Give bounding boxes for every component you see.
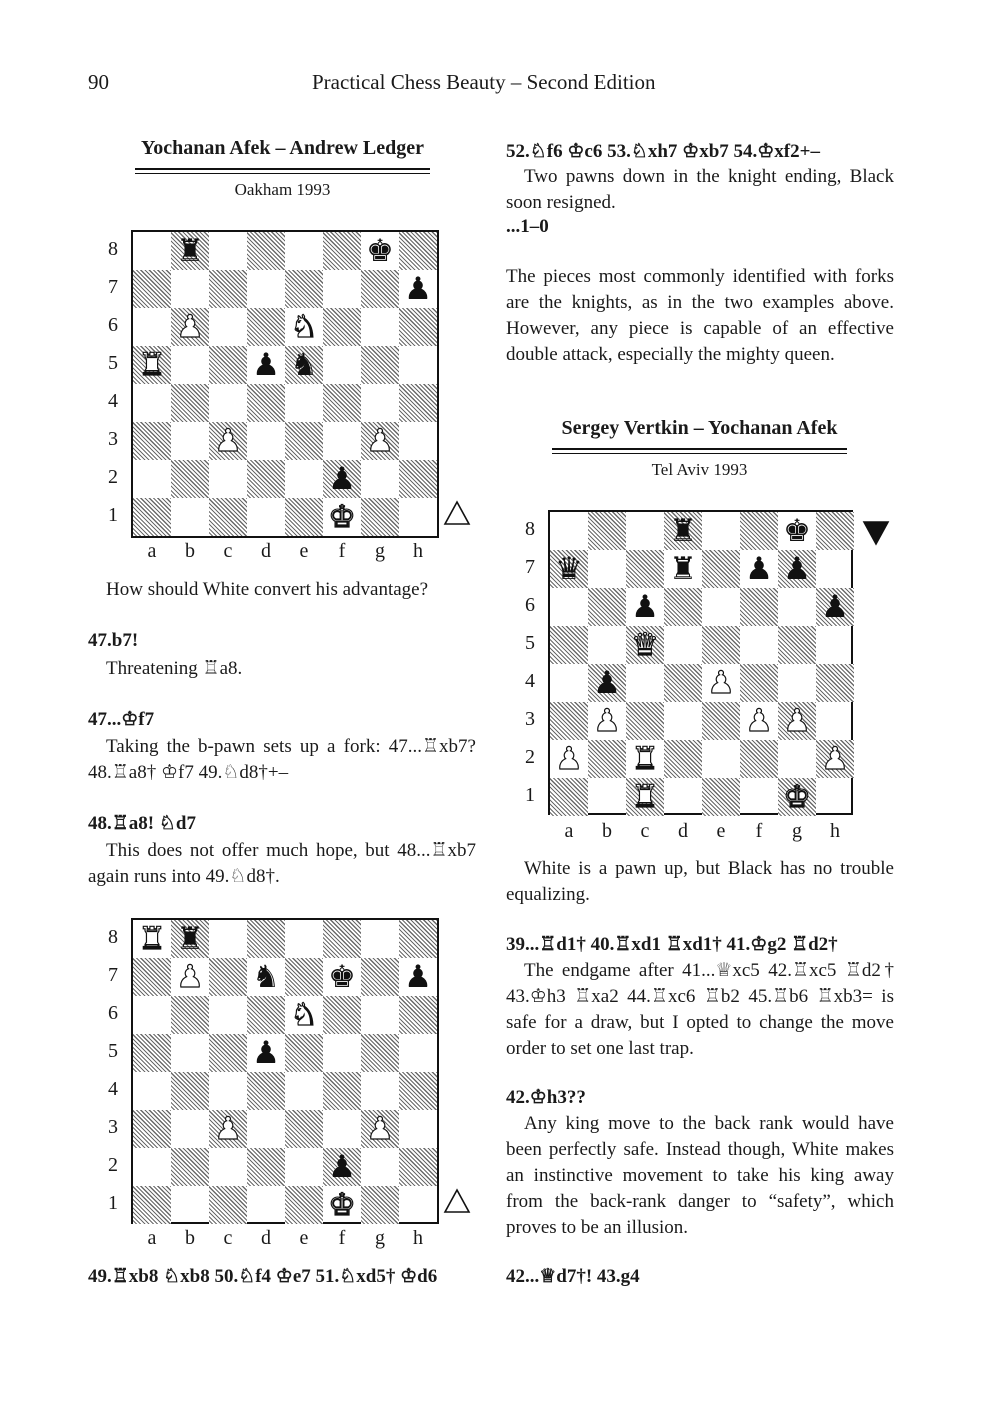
white-pawn-icon: ♟ — [821, 741, 849, 777]
square-f3 — [323, 1110, 361, 1148]
square-h5 — [399, 346, 437, 384]
square-g5 — [778, 626, 816, 664]
square-e1 — [702, 778, 740, 816]
rank-label: 2 — [108, 466, 118, 488]
square-h3 — [399, 1110, 437, 1148]
white-rook-icon: ♜ — [138, 347, 166, 383]
game-title-2: Sergey Vertkin – Yochanan Afek — [561, 417, 838, 439]
square-a5 — [133, 1034, 171, 1072]
square-h6 — [399, 308, 437, 346]
square-b2 — [171, 460, 209, 498]
file-label: c — [223, 1227, 233, 1249]
square-f8 — [323, 232, 361, 270]
white-pawn-icon: ♟ — [593, 703, 621, 739]
game-result: ...1–0 — [506, 216, 549, 237]
forks-paragraph: The pieces most commonly identified with forks are the knights, as in the two examples above. However, any piece is capable of an effective double attack, especially the mighty queen. — [506, 266, 894, 365]
square-f4 — [323, 1072, 361, 1110]
square-g1 — [361, 498, 399, 536]
move-42-note: Any king move to the back rank would have been perfectly safe. Instead though, White makes an instinctive movement to take his king away from the back-rank danger to “safety”, which proves to be an illusion. — [506, 1113, 894, 1238]
file-label: e — [299, 540, 309, 562]
rank-label: 4 — [525, 670, 535, 692]
square-c3 — [626, 702, 664, 740]
square-d4 — [247, 384, 285, 422]
square-b5 — [171, 1034, 209, 1072]
rank-label: 2 — [525, 746, 535, 768]
square-g7 — [361, 270, 399, 308]
move-39-note: The endgame after 41...♕xc5 42.♖xc5 ♖d2† 43.♔h3 ♖xa2 44.♖xc6 ♖b2 45.♖b6 ♖xb3= is safe for a draw, but I opted to change the move order to set one last trap. — [506, 960, 894, 1059]
square-c4 — [209, 384, 247, 422]
square-g2 — [361, 460, 399, 498]
rank-label: 7 — [525, 556, 535, 578]
square-f2 — [740, 740, 778, 778]
square-b4 — [171, 1072, 209, 1110]
square-a6 — [550, 588, 588, 626]
square-c4 — [209, 1072, 247, 1110]
white-to-move-indicator — [443, 500, 471, 530]
square-b8 — [588, 512, 626, 550]
square-a3 — [133, 422, 171, 460]
white-king-icon: ♚ — [328, 1187, 356, 1223]
file-label: b — [185, 540, 195, 562]
square-d3 — [247, 1110, 285, 1148]
file-label: c — [223, 540, 233, 562]
square-g5 — [361, 1034, 399, 1072]
square-g4 — [778, 664, 816, 702]
square-h3 — [399, 422, 437, 460]
title-rule-1 — [135, 168, 430, 174]
file-label: b — [602, 820, 612, 842]
rank-label: 4 — [108, 1078, 118, 1100]
game-title-1: Yochanan Afek – Andrew Ledger — [141, 137, 424, 159]
diagram-caption-1: How should White convert his advantage? — [106, 579, 429, 600]
white-pawn-icon: ♟ — [176, 959, 204, 995]
move-47-note: Threatening ♖a8. — [106, 658, 243, 679]
square-d8 — [247, 232, 285, 270]
black-pawn-icon: ♟ — [404, 271, 432, 307]
square-e7 — [702, 550, 740, 588]
white-pawn-icon: ♟ — [783, 703, 811, 739]
square-f7 — [323, 270, 361, 308]
square-b7 — [171, 270, 209, 308]
move-39: 39...♖d1† 40.♖xd1 ♖xd1† 41.♔g2 ♖d2† — [506, 934, 838, 955]
square-a3 — [133, 1110, 171, 1148]
rank-label: 1 — [108, 1192, 118, 1214]
square-b2 — [171, 1148, 209, 1186]
white-king-icon: ♚ — [783, 779, 811, 815]
move-42: 42.♔h3?? — [506, 1087, 586, 1108]
square-b6 — [171, 996, 209, 1034]
file-label: d — [261, 1227, 271, 1249]
square-a3 — [550, 702, 588, 740]
square-c5 — [209, 346, 247, 384]
move-47: 47.b7! — [88, 630, 139, 651]
rank-label: 6 — [525, 594, 535, 616]
move-42-black: 42...♕d7†! 43.g4 — [506, 1266, 640, 1287]
square-c7 — [626, 550, 664, 588]
square-h5 — [399, 1034, 437, 1072]
game-event-1: Oakham 1993 — [234, 180, 331, 199]
file-label: b — [185, 1227, 195, 1249]
square-h1 — [399, 1186, 437, 1224]
square-e1 — [285, 1186, 323, 1224]
square-c8 — [209, 920, 247, 958]
square-g2 — [778, 740, 816, 778]
square-e7 — [285, 958, 323, 996]
square-h1 — [399, 498, 437, 536]
black-to-move-indicator — [862, 520, 890, 550]
square-a2 — [133, 460, 171, 498]
square-g5 — [361, 346, 399, 384]
white-pawn-icon: ♟ — [745, 703, 773, 739]
square-g4 — [361, 1072, 399, 1110]
white-to-move-indicator — [443, 1188, 471, 1218]
black-pawn-icon: ♟ — [404, 959, 432, 995]
file-label: g — [375, 540, 385, 562]
square-e2 — [285, 1148, 323, 1186]
square-b3 — [171, 422, 209, 460]
square-h4 — [399, 1072, 437, 1110]
square-a5 — [550, 626, 588, 664]
black-pawn-icon: ♟ — [328, 1149, 356, 1185]
square-e5 — [702, 626, 740, 664]
file-label: h — [413, 540, 423, 562]
square-a8 — [550, 512, 588, 550]
square-d6 — [247, 996, 285, 1034]
square-f5 — [323, 1034, 361, 1072]
square-g6 — [361, 996, 399, 1034]
square-b5 — [171, 346, 209, 384]
square-c8 — [209, 232, 247, 270]
black-pawn-icon: ♟ — [745, 551, 773, 587]
square-e2 — [702, 740, 740, 778]
square-c6 — [209, 996, 247, 1034]
square-h8 — [399, 920, 437, 958]
white-king-icon: ♚ — [328, 499, 356, 535]
square-d7 — [247, 270, 285, 308]
file-label: d — [678, 820, 688, 842]
rank-label: 4 — [108, 390, 118, 412]
square-f4 — [740, 664, 778, 702]
file-label: g — [375, 1227, 385, 1249]
rank-label: 7 — [108, 276, 118, 298]
black-king-icon: ♚ — [328, 959, 356, 995]
square-e1 — [285, 498, 323, 536]
title-rule-2 — [552, 448, 847, 454]
square-h4 — [816, 664, 854, 702]
file-label: h — [413, 1227, 423, 1249]
square-b6 — [588, 588, 626, 626]
square-f5 — [323, 346, 361, 384]
square-c2 — [209, 460, 247, 498]
rank-label: 1 — [108, 504, 118, 526]
white-pawn-icon: ♟ — [366, 1111, 394, 1147]
rank-label: 3 — [108, 428, 118, 450]
square-c8 — [626, 512, 664, 550]
square-a1 — [550, 778, 588, 816]
square-e2 — [285, 460, 323, 498]
rank-label: 7 — [108, 964, 118, 986]
file-label: f — [338, 540, 346, 562]
white-pawn-icon: ♟ — [214, 423, 242, 459]
page-number: 90 — [88, 70, 109, 94]
square-g8 — [361, 920, 399, 958]
move-47-black: 47...♔f7 — [88, 709, 155, 730]
square-c1 — [209, 1186, 247, 1224]
square-f8 — [740, 512, 778, 550]
white-pawn-icon: ♟ — [214, 1111, 242, 1147]
square-d1 — [247, 498, 285, 536]
white-rook-icon: ♜ — [631, 779, 659, 815]
square-h8 — [399, 232, 437, 270]
move-52: 52.♘f6 ♔c6 53.♘xh7 ♔xb7 54.♔xf2+– — [506, 141, 820, 162]
square-h2 — [399, 460, 437, 498]
square-g4 — [361, 384, 399, 422]
square-b3 — [171, 1110, 209, 1148]
square-a4 — [133, 384, 171, 422]
square-d2 — [247, 460, 285, 498]
white-pawn-icon: ♟ — [366, 423, 394, 459]
white-rook-icon: ♜ — [631, 741, 659, 777]
file-label: a — [147, 540, 157, 562]
move-48: 48.♖a8! ♘d7 — [88, 813, 196, 834]
square-a7 — [133, 270, 171, 308]
square-g2 — [361, 1148, 399, 1186]
file-label: d — [261, 540, 271, 562]
file-label: g — [792, 820, 802, 842]
square-a6 — [133, 996, 171, 1034]
square-b5 — [588, 626, 626, 664]
square-b1 — [588, 778, 626, 816]
black-pawn-icon: ♟ — [821, 589, 849, 625]
file-label: f — [755, 820, 763, 842]
square-a7 — [133, 958, 171, 996]
black-pawn-icon: ♟ — [631, 589, 659, 625]
square-c7 — [209, 958, 247, 996]
square-e3 — [285, 422, 323, 460]
square-e3 — [285, 1110, 323, 1148]
square-f4 — [323, 384, 361, 422]
black-pawn-icon: ♟ — [593, 665, 621, 701]
square-f1 — [740, 778, 778, 816]
rank-label: 6 — [108, 1002, 118, 1024]
square-h6 — [399, 996, 437, 1034]
rank-label: 3 — [525, 708, 535, 730]
black-queen-icon: ♛ — [555, 551, 583, 587]
move-47-black-note: Taking the b-pawn sets up a fork: 47...♖xb7? 48.♖a8† ♔f7 49.♘d8†+– — [88, 736, 476, 783]
rank-label: 2 — [108, 1154, 118, 1176]
square-e4 — [285, 1072, 323, 1110]
file-label: a — [147, 1227, 157, 1249]
square-d3 — [664, 702, 702, 740]
square-h3 — [816, 702, 854, 740]
chess-diagram-3 — [548, 510, 853, 815]
square-d1 — [664, 778, 702, 816]
rank-label: 5 — [525, 632, 535, 654]
square-e8 — [285, 920, 323, 958]
move-52-note: Two pawns down in the knight ending, Black soon resigned. — [506, 166, 894, 213]
square-h7 — [816, 550, 854, 588]
black-pawn-icon: ♟ — [783, 551, 811, 587]
file-label: h — [830, 820, 840, 842]
square-h2 — [399, 1148, 437, 1186]
file-label: f — [338, 1227, 346, 1249]
square-c7 — [209, 270, 247, 308]
square-e8 — [285, 232, 323, 270]
square-a6 — [133, 308, 171, 346]
file-label: c — [640, 820, 650, 842]
white-queen-icon: ♛ — [631, 627, 659, 663]
white-knight-icon: ♞ — [290, 997, 318, 1033]
square-c1 — [209, 498, 247, 536]
chess-diagram-2 — [131, 918, 439, 1224]
square-g6 — [361, 308, 399, 346]
rank-label: 5 — [108, 352, 118, 374]
square-d1 — [247, 1186, 285, 1224]
white-pawn-icon: ♟ — [707, 665, 735, 701]
square-d4 — [664, 664, 702, 702]
square-b2 — [588, 740, 626, 778]
file-label: e — [716, 820, 726, 842]
square-h5 — [816, 626, 854, 664]
rank-label: 3 — [108, 1116, 118, 1138]
square-g1 — [361, 1186, 399, 1224]
square-c5 — [209, 1034, 247, 1072]
square-d4 — [247, 1072, 285, 1110]
file-label: e — [299, 1227, 309, 1249]
move-48-note: This does not offer much hope, but 48...♖xb7 again runs into 49.♘d8†. — [88, 840, 476, 887]
square-a1 — [133, 1186, 171, 1224]
square-f6 — [323, 996, 361, 1034]
black-pawn-icon: ♟ — [252, 347, 280, 383]
move-49: 49.♖xb8 ♘xb8 50.♘f4 ♔e7 51.♘xd5† ♔d6 — [88, 1266, 438, 1287]
rank-label: 8 — [525, 518, 535, 540]
square-d2 — [664, 740, 702, 778]
square-b7 — [588, 550, 626, 588]
square-g7 — [361, 958, 399, 996]
running-title: Practical Chess Beauty – Second Edition — [312, 70, 656, 94]
square-e7 — [285, 270, 323, 308]
square-d8 — [247, 920, 285, 958]
square-h1 — [816, 778, 854, 816]
square-e8 — [702, 512, 740, 550]
square-h8 — [816, 512, 854, 550]
square-c6 — [209, 308, 247, 346]
square-b4 — [171, 384, 209, 422]
square-d6 — [664, 588, 702, 626]
square-a1 — [133, 498, 171, 536]
square-e3 — [702, 702, 740, 740]
square-d5 — [664, 626, 702, 664]
chess-diagram-1 — [131, 230, 439, 538]
square-a4 — [550, 664, 588, 702]
rank-label: 6 — [108, 314, 118, 336]
square-d6 — [247, 308, 285, 346]
square-f5 — [740, 626, 778, 664]
black-pawn-icon: ♟ — [328, 461, 356, 497]
square-d2 — [247, 1148, 285, 1186]
white-pawn-icon: ♟ — [555, 741, 583, 777]
square-e4 — [285, 384, 323, 422]
square-f3 — [323, 422, 361, 460]
square-a2 — [133, 1148, 171, 1186]
black-knight-icon: ♞ — [290, 347, 318, 383]
square-a8 — [133, 232, 171, 270]
square-d3 — [247, 422, 285, 460]
rank-label: 1 — [525, 784, 535, 806]
file-label: a — [564, 820, 574, 842]
square-e5 — [285, 1034, 323, 1072]
square-e6 — [702, 588, 740, 626]
black-rook-icon: ♜ — [669, 551, 697, 587]
rank-label: 8 — [108, 926, 118, 948]
rank-label: 8 — [108, 238, 118, 260]
square-c2 — [209, 1148, 247, 1186]
square-a4 — [133, 1072, 171, 1110]
black-king-icon: ♚ — [366, 233, 394, 269]
white-pawn-icon: ♟ — [176, 309, 204, 345]
black-rook-icon: ♜ — [176, 233, 204, 269]
white-rook-icon: ♜ — [138, 921, 166, 957]
black-pawn-icon: ♟ — [252, 1035, 280, 1071]
square-f6 — [740, 588, 778, 626]
square-h4 — [399, 384, 437, 422]
square-f6 — [323, 308, 361, 346]
square-g6 — [778, 588, 816, 626]
diagram-caption-3: White is a pawn up, but Black has no trouble equalizing. — [506, 858, 894, 905]
black-knight-icon: ♞ — [252, 959, 280, 995]
black-king-icon: ♚ — [783, 513, 811, 549]
square-b1 — [171, 1186, 209, 1224]
square-f8 — [323, 920, 361, 958]
square-b1 — [171, 498, 209, 536]
black-rook-icon: ♜ — [669, 513, 697, 549]
white-knight-icon: ♞ — [290, 309, 318, 345]
square-c4 — [626, 664, 664, 702]
black-rook-icon: ♜ — [176, 921, 204, 957]
game-event-2: Tel Aviv 1993 — [651, 460, 748, 479]
rank-label: 5 — [108, 1040, 118, 1062]
